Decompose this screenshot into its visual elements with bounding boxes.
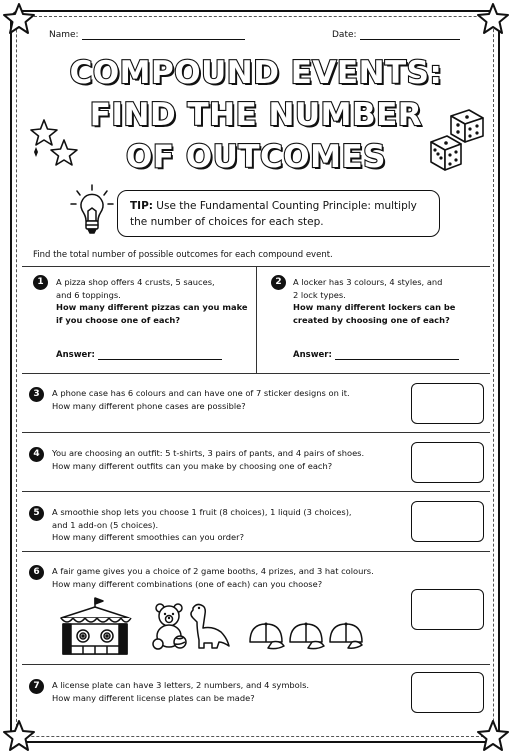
date-label: Date: (332, 30, 357, 40)
question-line: How many different lockers can be (293, 302, 456, 313)
answer-box-5[interactable] (411, 501, 484, 542)
divider (22, 432, 490, 433)
question-line: A phone case has 6 colours and can have one of 7 sticker designs on it. (52, 388, 350, 398)
star-icon (2, 719, 36, 753)
tip-text: Use the Fundamental Counting Principle: multiply the number of choices for each step. (130, 200, 417, 228)
question-2-text (293, 276, 455, 326)
star-icon (476, 719, 510, 753)
question-number: 1 (33, 275, 48, 290)
page-title-line-1: COMPOUND EVENTS: (69, 55, 443, 91)
answer-box-7[interactable] (411, 672, 484, 713)
question-line: A pizza shop offers 4 crusts, 5 sauces, (56, 277, 215, 287)
answer-box-3[interactable] (411, 383, 484, 424)
question-number: 5 (29, 506, 44, 521)
teddy-bear-icon (150, 602, 190, 652)
divider (22, 664, 490, 665)
answer-field-1[interactable] (56, 350, 222, 360)
answer-label: Answer: (293, 350, 332, 360)
answer-underline (335, 350, 459, 360)
toy-dinosaur-icon (187, 600, 231, 650)
question-line: A locker has 3 colours, 4 styles, and (293, 277, 443, 287)
question-3-text (52, 387, 350, 412)
question-4-text (52, 447, 364, 472)
question-line: A smoothie shop lets you choose 1 fruit (8 choices), 1 liquid (3 choices), (52, 507, 352, 517)
name-field[interactable] (49, 30, 245, 40)
question-number: 3 (29, 387, 44, 402)
divider (22, 373, 490, 374)
sparkle-icon (28, 118, 88, 174)
question-line: How many different pizzas can you make (56, 302, 248, 313)
instructions: Find the total number of possible outcomes for each compound event. (33, 250, 333, 260)
divider (22, 551, 490, 552)
question-line: How many different combinations (one of each) can you choose? (52, 578, 323, 589)
date-underline (360, 30, 460, 40)
question-line: How many different license plates can be made? (52, 692, 255, 703)
question-line: A license plate can have 3 letters, 2 numbers, and 4 symbols. (52, 680, 310, 690)
question-7-text (52, 679, 309, 704)
question-number: 6 (29, 565, 44, 580)
question-number: 2 (271, 275, 286, 290)
tip-box (117, 190, 440, 237)
question-1-text (56, 276, 248, 326)
answer-field-2[interactable] (293, 350, 459, 360)
answer-box-6[interactable] (411, 589, 484, 630)
page-title-line-2: FIND THE NUMBER (89, 97, 423, 133)
tip-label: TIP: (130, 200, 153, 212)
answer-underline (98, 350, 222, 360)
date-field[interactable] (332, 30, 460, 40)
column-divider (256, 266, 257, 373)
star-icon (476, 2, 510, 36)
cap-icon (246, 620, 366, 652)
answer-label: Answer: (56, 350, 95, 360)
question-6-text (52, 565, 374, 590)
question-number: 7 (29, 679, 44, 694)
page-title-line-3: OF OUTCOMES (126, 139, 386, 175)
divider (22, 491, 490, 492)
question-line: created by choosing one of each? (293, 314, 450, 325)
question-line: How many different smoothies can you order? (52, 532, 244, 543)
dice-icon (425, 108, 487, 174)
question-line: How many different phone cases are possible? (52, 400, 246, 411)
question-line: A fair game gives you a choice of 2 game booths, 4 prizes, and 3 hat colours. (52, 566, 374, 576)
question-line: and 6 toppings. (56, 289, 121, 300)
question-line: if you choose one of each? (56, 314, 181, 325)
game-booth-icon (57, 596, 133, 656)
question-line: How many different outfits can you make by choosing one of each? (52, 460, 333, 471)
question-line: 2 lock types. (293, 289, 346, 300)
answer-box-4[interactable] (411, 442, 484, 483)
name-label: Name: (49, 30, 79, 40)
lightbulb-icon (66, 183, 118, 241)
question-5-text (52, 506, 352, 544)
question-number: 4 (29, 447, 44, 462)
question-line: You are choosing an outfit: 5 t-shirts, 3 pairs of pants, and 4 pairs of shoes. (52, 448, 365, 458)
name-underline (82, 30, 245, 40)
star-icon (2, 2, 36, 36)
question-line: and 1 add-on (5 choices). (52, 519, 159, 530)
